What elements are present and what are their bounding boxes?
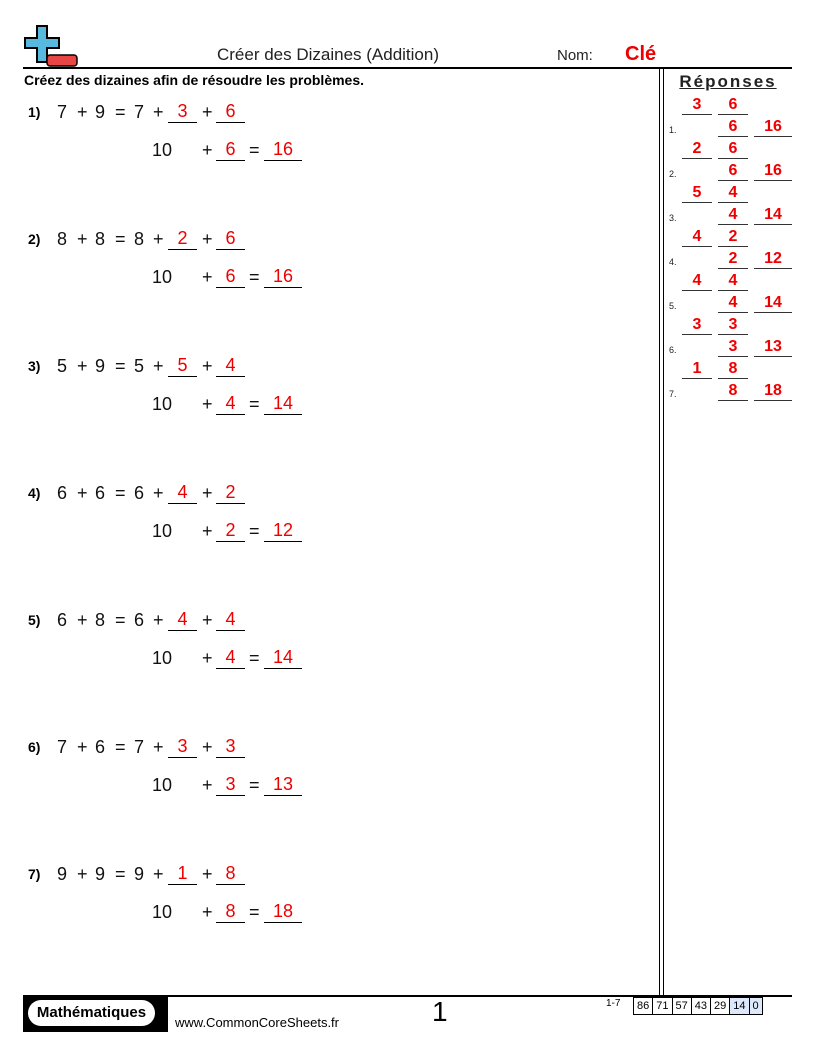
operand-a: 8	[57, 229, 68, 249]
answer-fill-to-ten: 2	[682, 139, 712, 159]
equals-sign: =	[115, 356, 126, 376]
sum-answer: 13	[264, 773, 302, 796]
sum-answer: 16	[264, 265, 302, 288]
plus-sign: +	[202, 229, 213, 249]
worksheet-title: Créer des Dizaines (Addition)	[216, 45, 440, 64]
answer-remainder: 8	[718, 359, 748, 379]
remainder: 4	[216, 608, 245, 631]
answer-remainder: 4	[718, 271, 748, 291]
operand-b: 9	[95, 356, 106, 376]
operand-a: 5	[57, 356, 68, 376]
answer-number: 2.	[669, 169, 677, 179]
answer-fill-to-ten: 3	[682, 315, 712, 335]
operand-b: 9	[95, 864, 106, 884]
answer-number: 7.	[669, 389, 677, 399]
plus-sign: +	[153, 356, 164, 376]
score-cell: 71	[653, 997, 672, 1015]
fill-to-ten: 1	[168, 862, 197, 885]
header-divider	[23, 67, 792, 69]
problem-label: 2)	[28, 231, 41, 247]
fill-to-ten: 3	[168, 735, 197, 758]
answer-remainder-repeat: 6	[718, 117, 748, 137]
equals-sign: =	[249, 775, 260, 795]
answer-remainder-repeat: 6	[718, 161, 748, 181]
remainder-repeat: 4	[216, 646, 245, 669]
answer-remainder: 6	[718, 139, 748, 159]
operand-a-repeat: 5	[134, 356, 145, 376]
plus-sign: +	[77, 737, 88, 757]
score-cell: 43	[692, 997, 711, 1015]
remainder-repeat: 6	[216, 265, 245, 288]
equals-sign: =	[249, 267, 260, 287]
answer-number: 1.	[669, 125, 677, 135]
operand-a-repeat: 9	[134, 864, 145, 884]
answer-fill-to-ten: 4	[682, 227, 712, 247]
equals-sign: =	[249, 648, 260, 668]
answer-sum: 18	[754, 381, 792, 401]
answer-fill-to-ten: 5	[682, 183, 712, 203]
answer-sum: 13	[754, 337, 792, 357]
score-cell: 86	[634, 997, 653, 1015]
operand-a-repeat: 7	[134, 102, 145, 122]
plus-sign: +	[77, 864, 88, 884]
score-cell: 0	[750, 997, 763, 1015]
answer-number: 3.	[669, 213, 677, 223]
plus-sign: +	[202, 102, 213, 122]
answer-remainder-repeat: 4	[718, 205, 748, 225]
plus-sign: +	[77, 356, 88, 376]
problem-label: 5)	[28, 612, 41, 628]
score-cell: 14	[730, 997, 749, 1015]
score-range: 1-7	[606, 998, 621, 1009]
remainder: 4	[216, 354, 245, 377]
plus-sign: +	[153, 610, 164, 630]
plus-sign: +	[153, 483, 164, 503]
operand-b: 8	[95, 610, 106, 630]
plus-sign: +	[202, 521, 213, 541]
plus-sign: +	[202, 737, 213, 757]
fill-to-ten: 2	[168, 227, 197, 250]
problem-label: 4)	[28, 485, 41, 501]
plus-sign: +	[202, 140, 213, 160]
plus-sign: +	[153, 737, 164, 757]
plus-sign: +	[202, 648, 213, 668]
equals-sign: =	[249, 140, 260, 160]
fill-to-ten: 5	[168, 354, 197, 377]
equals-sign: =	[249, 521, 260, 541]
answer-number: 5.	[669, 301, 677, 311]
operand-a-repeat: 6	[134, 610, 145, 630]
ten-value: 10	[152, 521, 173, 541]
problem-label: 3)	[28, 358, 41, 374]
plus-sign: +	[202, 394, 213, 414]
plus-sign: +	[153, 229, 164, 249]
answer-fill-to-ten: 1	[682, 359, 712, 379]
remainder: 2	[216, 481, 245, 504]
problem-label: 7)	[28, 866, 41, 882]
name-label: Nom:	[557, 47, 593, 64]
ten-value: 10	[152, 775, 173, 795]
plus-sign: +	[153, 102, 164, 122]
remainder-repeat: 6	[216, 138, 245, 161]
plus-sign: +	[77, 610, 88, 630]
sum-answer: 16	[264, 138, 302, 161]
operand-a: 6	[57, 483, 68, 503]
instructions: Créez des dizaines afin de résoudre les problèmes.	[24, 72, 365, 88]
sum-answer: 14	[264, 392, 302, 415]
remainder-repeat: 4	[216, 392, 245, 415]
plus-sign: +	[202, 902, 213, 922]
remainder-repeat: 2	[216, 519, 245, 542]
operand-a-repeat: 7	[134, 737, 145, 757]
operand-a: 7	[57, 102, 68, 122]
answer-remainder: 3	[718, 315, 748, 335]
equals-sign: =	[249, 902, 260, 922]
operand-b: 6	[95, 737, 106, 757]
score-cell: 57	[673, 997, 692, 1015]
sum-answer: 12	[264, 519, 302, 542]
answers-title: Réponses	[679, 72, 777, 91]
brand-label: Mathématiques	[28, 1000, 155, 1026]
column-divider	[663, 69, 664, 996]
operand-a: 7	[57, 737, 68, 757]
remainder: 6	[216, 100, 245, 123]
ten-value: 10	[152, 267, 173, 287]
sum-answer: 18	[264, 900, 302, 923]
answer-remainder-repeat: 2	[718, 249, 748, 269]
operand-b: 8	[95, 229, 106, 249]
remainder: 8	[216, 862, 245, 885]
brand-badge	[23, 997, 168, 1032]
answer-remainder-repeat: 8	[718, 381, 748, 401]
problem-label: 6)	[28, 739, 41, 755]
problem-label: 1)	[28, 104, 41, 120]
answer-remainder: 2	[718, 227, 748, 247]
name-value: Clé	[625, 43, 657, 65]
answer-remainder-repeat: 4	[718, 293, 748, 313]
plus-sign: +	[202, 864, 213, 884]
score-table	[633, 997, 763, 1015]
answer-number: 4.	[669, 257, 677, 267]
equals-sign: =	[115, 102, 126, 122]
answer-sum: 16	[754, 117, 792, 137]
ten-value: 10	[152, 394, 173, 414]
plus-sign: +	[202, 267, 213, 287]
plus-sign: +	[77, 229, 88, 249]
operand-a: 6	[57, 610, 68, 630]
site-url: www.CommonCoreSheets.fr	[175, 1015, 339, 1030]
ten-value: 10	[152, 648, 173, 668]
equals-sign: =	[115, 737, 126, 757]
answer-remainder-repeat: 3	[718, 337, 748, 357]
remainder: 6	[216, 227, 245, 250]
score-cell: 29	[711, 997, 730, 1015]
equals-sign: =	[115, 229, 126, 249]
answer-sum: 16	[754, 161, 792, 181]
sum-answer: 14	[264, 646, 302, 669]
remainder: 3	[216, 735, 245, 758]
answer-fill-to-ten: 3	[682, 95, 712, 115]
equals-sign: =	[115, 610, 126, 630]
operand-a-repeat: 6	[134, 483, 145, 503]
operand-b: 9	[95, 102, 106, 122]
plus-sign: +	[77, 102, 88, 122]
plus-sign: +	[202, 610, 213, 630]
ten-value: 10	[152, 902, 173, 922]
answer-sum: 12	[754, 249, 792, 269]
plus-sign: +	[153, 864, 164, 884]
plus-sign: +	[202, 775, 213, 795]
plus-sign: +	[77, 483, 88, 503]
answer-number: 6.	[669, 345, 677, 355]
equals-sign: =	[115, 864, 126, 884]
ten-value: 10	[152, 140, 173, 160]
fill-to-ten: 4	[168, 481, 197, 504]
answer-sum: 14	[754, 293, 792, 313]
answer-remainder: 4	[718, 183, 748, 203]
answer-remainder: 6	[718, 95, 748, 115]
equals-sign: =	[115, 483, 126, 503]
fill-to-ten: 3	[168, 100, 197, 123]
plus-sign: +	[202, 483, 213, 503]
answer-fill-to-ten: 4	[682, 271, 712, 291]
operand-b: 6	[95, 483, 106, 503]
operand-a-repeat: 8	[134, 229, 145, 249]
fill-to-ten: 4	[168, 608, 197, 631]
page-number: 1	[432, 996, 448, 1027]
column-divider	[659, 69, 660, 996]
remainder-repeat: 8	[216, 900, 245, 923]
operand-a: 9	[57, 864, 68, 884]
remainder-repeat: 3	[216, 773, 245, 796]
answer-sum: 14	[754, 205, 792, 225]
equals-sign: =	[249, 394, 260, 414]
plus-sign: +	[202, 356, 213, 376]
